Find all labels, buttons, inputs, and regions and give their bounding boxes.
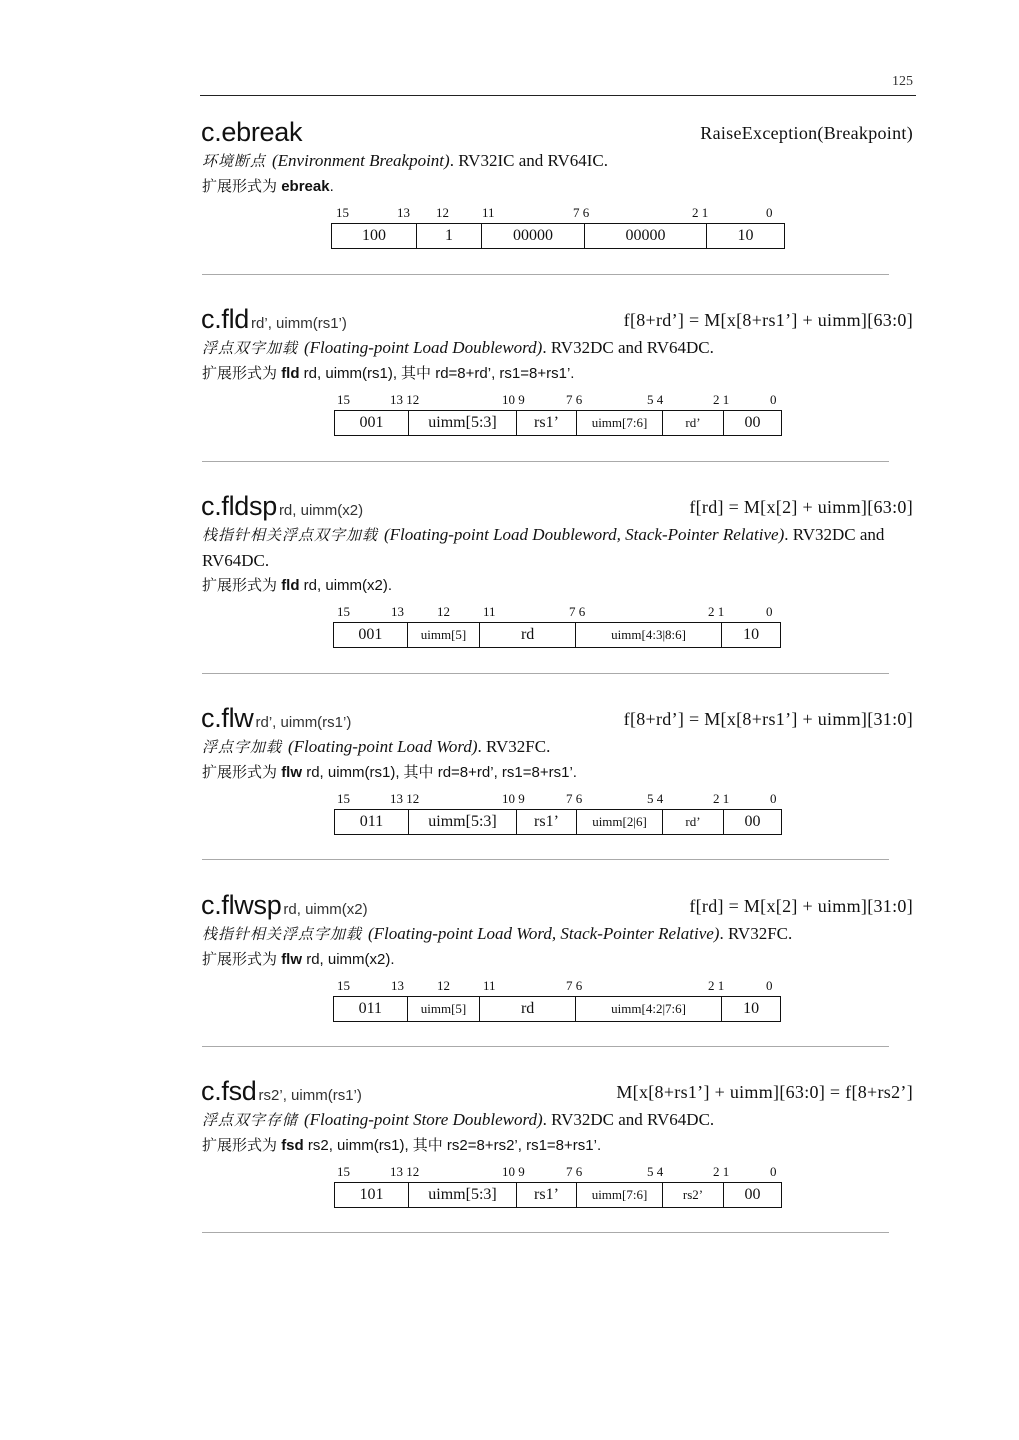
header-rule <box>200 95 916 96</box>
mnemonic: c.flwsp rd, uimm(x2) <box>201 890 368 920</box>
field-rd: rd’ <box>662 411 723 435</box>
operands: rs2’, uimm(rs1’) <box>258 1087 362 1104</box>
field-rd: rd <box>479 997 575 1021</box>
expansion: 扩展形式为 fsd rs2, uimm(rs1), 其中 rs2=8+rs2’, rs1=8+rs1’. <box>202 1136 602 1154</box>
description: 环境断点 (Environment Breakpoint). RV32IC and RV64IC. <box>202 151 608 170</box>
description: 浮点双字存储 (Floating-point Store Doubleword). RV32DC and RV64DC. <box>202 1110 715 1129</box>
mnemonic: c.fld rd’, uimm(rs1’) <box>201 304 347 334</box>
instruction-entry-c-flwsp <box>200 887 913 1024</box>
field-funct3: 011 <box>359 813 384 830</box>
section-divider <box>202 461 889 462</box>
bit-positions: 15 13 12 10 9 7 6 5 4 2 1 0 <box>337 1164 777 1179</box>
field-uimm-high: uimm[5:3] <box>408 810 516 834</box>
field-opcode: 10 <box>721 623 780 647</box>
instruction-entry-c-flw <box>200 700 913 837</box>
field-funct3: 100 <box>362 227 386 244</box>
field-uimm-low: uimm[7:6] <box>576 411 662 435</box>
field-uimm-low: uimm[4:2|7:6] <box>575 997 721 1021</box>
encoding-diagram <box>200 1164 913 1210</box>
semantics: f[8+rd’] = M[x[8+rs1’] + uimm][31:0] <box>623 709 913 729</box>
field-rs2: 00000 <box>584 224 706 248</box>
field-funct3: 001 <box>359 414 384 431</box>
encoding-fields <box>334 809 782 835</box>
operands: rd, uimm(x2) <box>278 502 364 519</box>
field-rs2: rs2’ <box>662 1183 723 1207</box>
section-divider <box>202 1232 889 1233</box>
instruction-entry-c-fld <box>200 301 913 438</box>
field-uimm-low: uimm[2|6] <box>576 810 662 834</box>
bit-positions: 15 13 12 11 7 6 2 1 0 <box>336 205 773 220</box>
section-divider <box>202 859 889 860</box>
encoding-diagram <box>200 978 913 1024</box>
section-divider <box>202 673 889 674</box>
encoding-fields <box>334 410 782 436</box>
semantics: f[rd] = M[x[2] + uimm][31:0] <box>689 896 913 916</box>
field-funct3: 011 <box>358 1000 383 1017</box>
bit-positions: 15 13 12 11 7 6 2 1 0 <box>337 604 773 619</box>
description: 栈指针相关浮点字加载 (Floating-point Load Word, Stack-Pointer Relative). RV32FC. <box>202 924 793 943</box>
mnemonic: c.fldsp rd, uimm(x2) <box>201 491 364 521</box>
field-uimm-bit5: uimm[5] <box>407 997 480 1021</box>
mnemonic: c.fsd rs2’, uimm(rs1’) <box>201 1076 362 1106</box>
field-rd: rd <box>479 623 575 647</box>
instruction-entry-c-ebreak <box>200 114 913 251</box>
field-uimm-bit5: uimm[5] <box>407 623 480 647</box>
field-rs1: rs1’ <box>516 810 576 834</box>
field-opcode: 00 <box>723 1183 781 1207</box>
bit-positions: 15 13 12 10 9 7 6 5 4 2 1 0 <box>337 791 777 806</box>
encoding-fields <box>333 622 781 648</box>
section-divider <box>202 274 889 275</box>
expansion: 扩展形式为 flw rd, uimm(rs1), 其中 rd=8+rd’, rs1=8+rs1’. <box>202 763 577 781</box>
field-rs1: rs1’ <box>516 1183 576 1207</box>
encoding-diagram <box>200 791 913 837</box>
mnemonic: c.ebreak <box>201 117 303 147</box>
expansion: 扩展形式为 flw rd, uimm(x2). <box>202 950 395 968</box>
encoding-diagram <box>200 392 913 438</box>
mnemonic: c.flw rd’, uimm(rs1’) <box>201 703 352 733</box>
field-funct3: 001 <box>358 626 383 643</box>
field-funct3: 101 <box>359 1186 384 1203</box>
encoding-fields <box>333 996 781 1022</box>
field-opcode: 00 <box>723 810 781 834</box>
instruction-entry-c-fldsp <box>200 488 913 650</box>
semantics: M[x[8+rs1’] + uimm][63:0] = f[8+rs2’] <box>616 1082 913 1102</box>
semantics: RaiseException(Breakpoint) <box>700 123 913 143</box>
operands: rd’, uimm(rs1’) <box>251 315 347 332</box>
page-number: 125 <box>892 74 913 89</box>
field-uimm-low: uimm[4:3|8:6] <box>575 623 721 647</box>
field-rd: rd’ <box>662 810 723 834</box>
description: 浮点字加载 (Floating-point Load Word). RV32FC. <box>202 737 551 756</box>
encoding-diagram <box>200 205 913 251</box>
field-opcode: 00 <box>723 411 781 435</box>
field-rs1: 00000 <box>481 224 584 248</box>
bit-positions: 15 13 12 11 7 6 2 1 0 <box>337 978 773 993</box>
field-uimm-high: uimm[5:3] <box>408 411 516 435</box>
operands: rd’, uimm(rs1’) <box>255 714 352 731</box>
operands: rd, uimm(x2) <box>283 901 368 918</box>
encoding-fields <box>331 223 785 249</box>
encoding-diagram <box>200 604 913 650</box>
semantics: f[rd] = M[x[2] + uimm][63:0] <box>689 497 913 517</box>
field-opcode: 10 <box>721 997 780 1021</box>
expansion: 扩展形式为 fld rd, uimm(x2). <box>202 576 393 594</box>
encoding-fields <box>334 1182 782 1208</box>
section-divider <box>202 1046 889 1047</box>
field-bit12: 1 <box>416 224 481 248</box>
semantics: f[8+rd’] = M[x[8+rs1’] + uimm][63:0] <box>623 310 913 330</box>
field-uimm-low: uimm[7:6] <box>576 1183 662 1207</box>
expansion: 扩展形式为 fld rd, uimm(rs1), 其中 rd=8+rd’, rs1=8+rs1’. <box>202 364 575 382</box>
description: 栈指针相关浮点双字加载 (Floating-point Load Doubleword, Stack-Pointer Relative). RV32DC and RV64DC. <box>202 525 885 570</box>
field-uimm-high: uimm[5:3] <box>408 1183 516 1207</box>
expansion: 扩展形式为 ebreak. <box>202 177 334 195</box>
field-rs1: rs1’ <box>516 411 576 435</box>
field-opcode: 10 <box>706 224 784 248</box>
instruction-entry-c-fsd <box>200 1073 913 1210</box>
bit-positions: 15 13 12 10 9 7 6 5 4 2 1 0 <box>337 392 777 407</box>
description: 浮点双字加载 (Floating-point Load Doubleword). RV32DC and RV64DC. <box>202 338 714 357</box>
